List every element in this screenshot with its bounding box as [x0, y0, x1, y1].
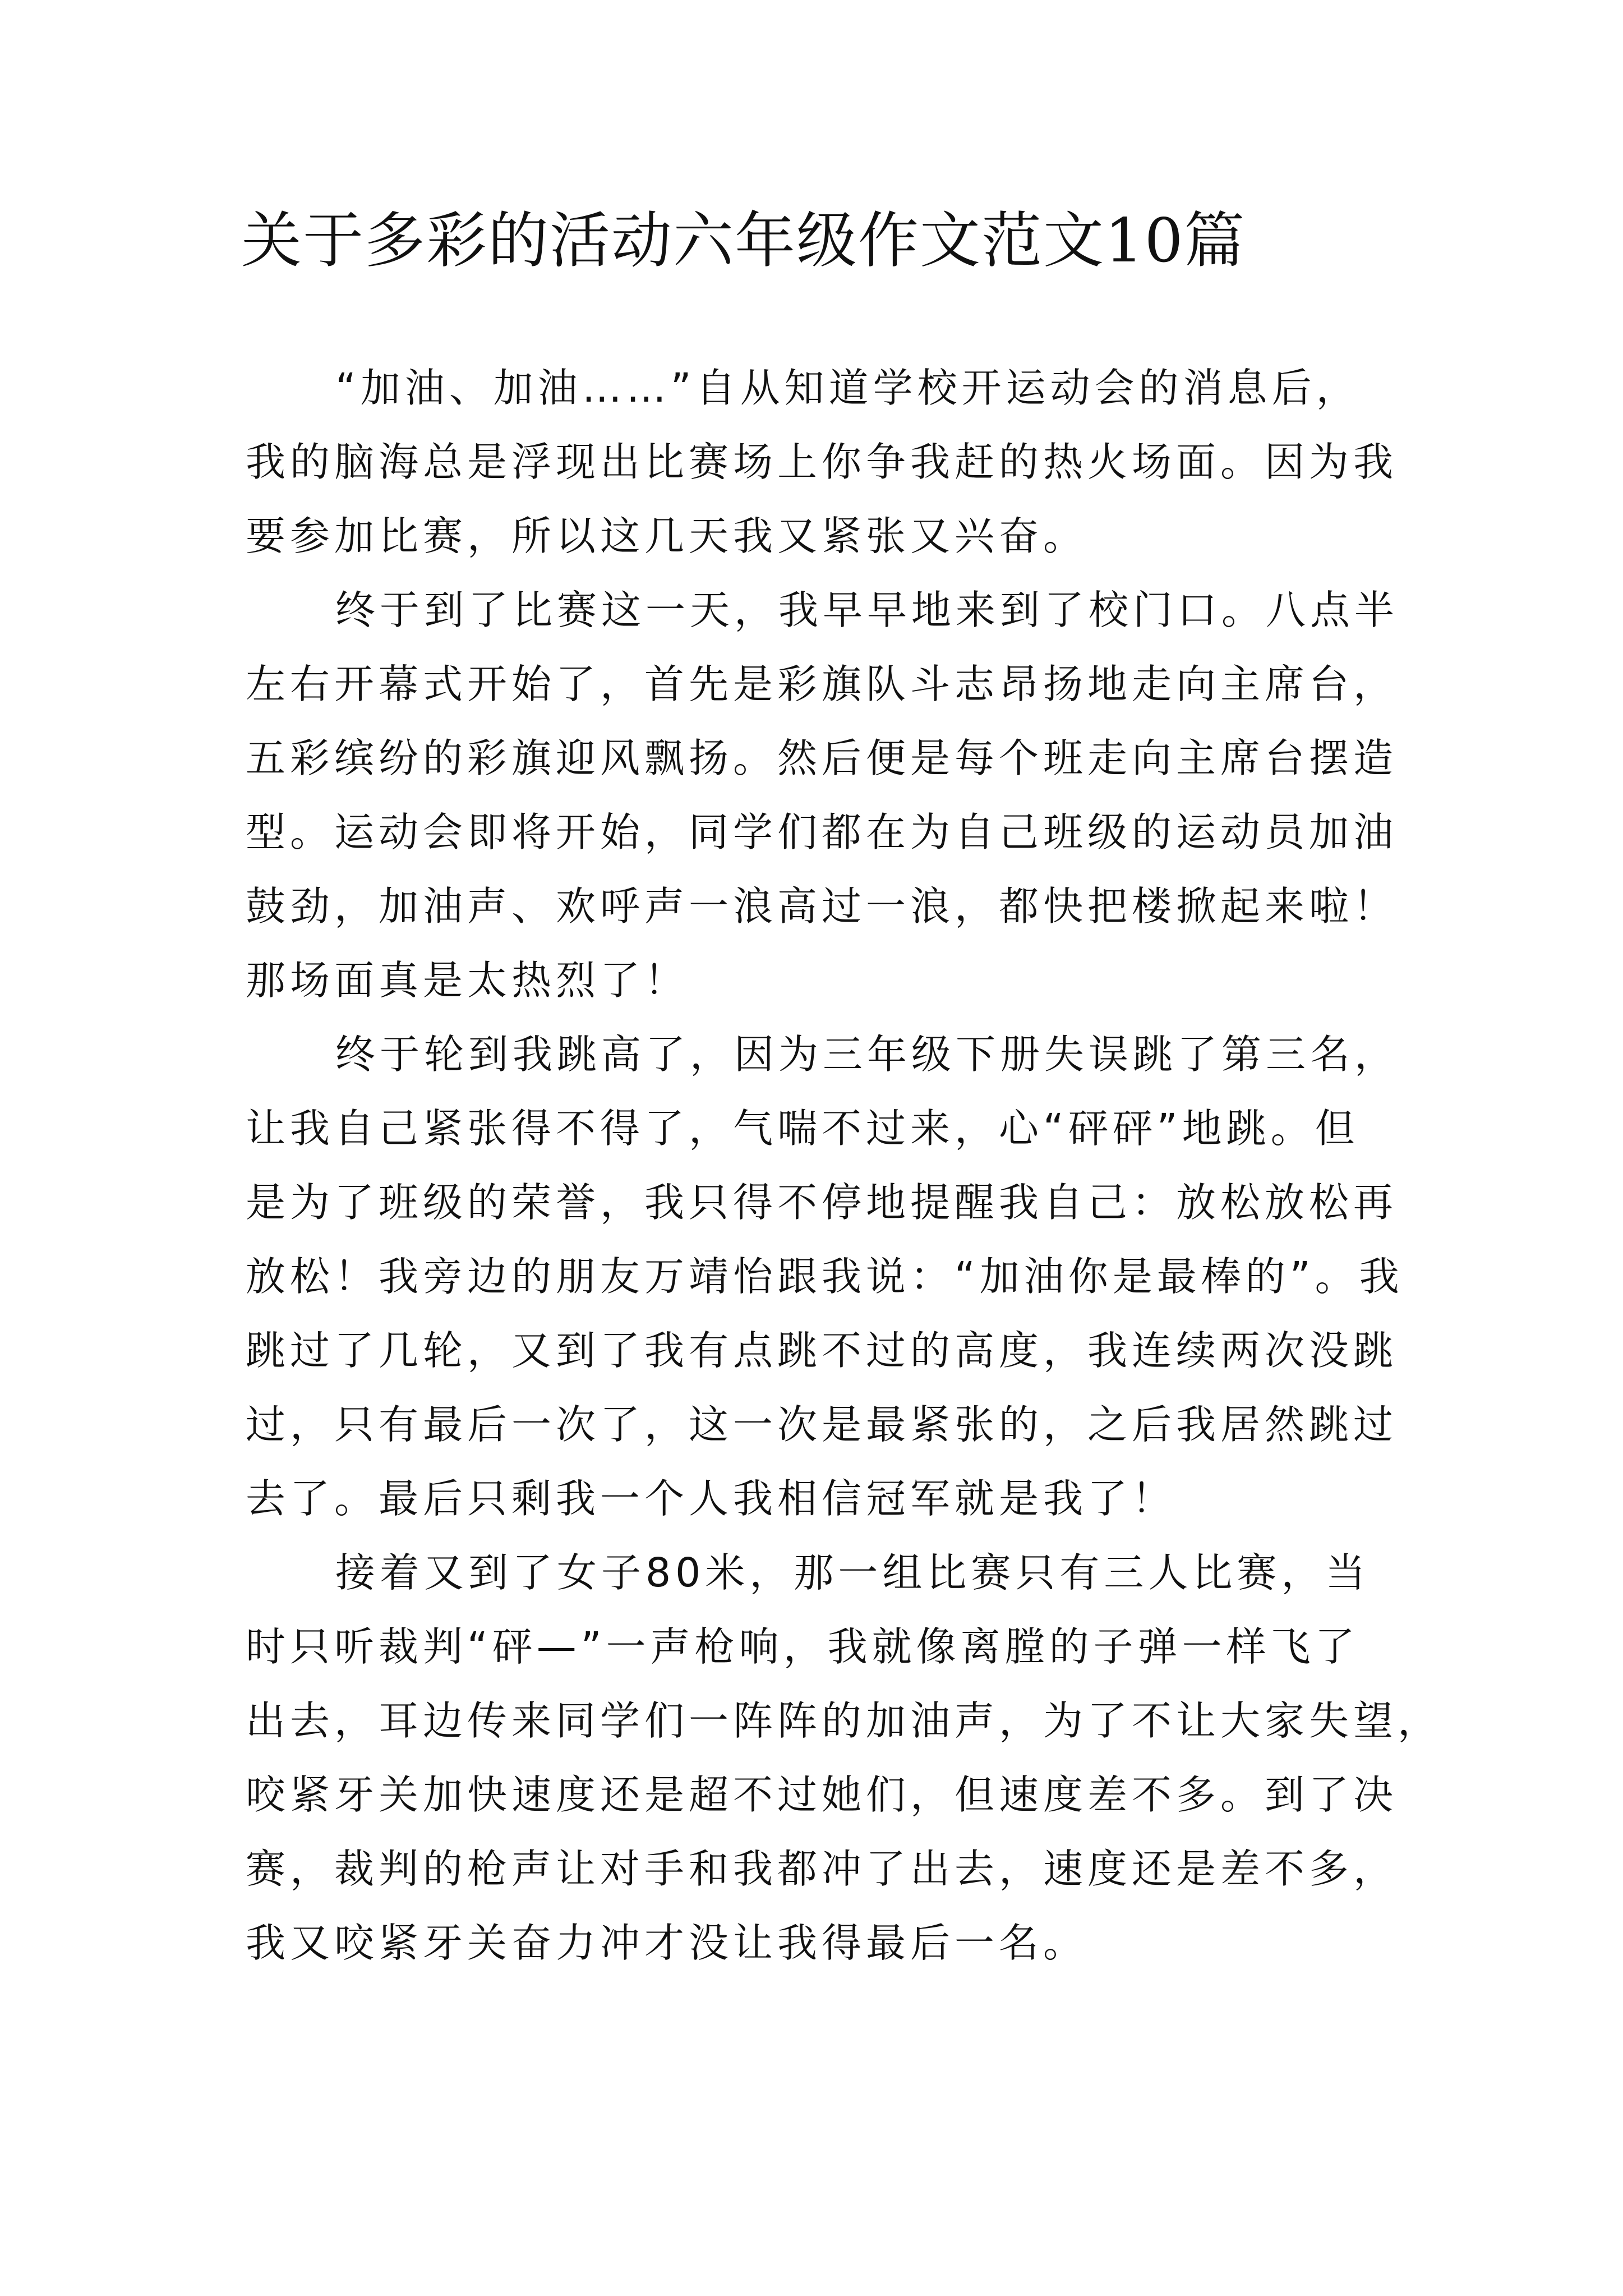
- document-body: [246, 351, 1442, 1980]
- paragraph-2: [246, 573, 1399, 1018]
- paragraph-line: 型。运动会即将开始，同学们都在为自己班级的运动员加油: [246, 809, 1398, 855]
- paragraph-line: 那场面真是太热烈了！: [246, 957, 689, 1004]
- paragraph-line: “加油、加油……”自从知道学校开运动会的消息后，: [335, 365, 1361, 411]
- paragraph-line: 五彩缤纷的彩旗迎风飘扬。然后便是每个班走向主席台摆造: [246, 735, 1398, 781]
- paragraph-line: 要参加比赛，所以这几天我又紧张又兴奋。: [246, 513, 1088, 559]
- paragraph-line: 左右开幕式开始了，首先是彩旗队斗志昂扬地走向主席台，: [246, 661, 1398, 707]
- paragraph-line: 跳过了几轮，又到了我有点跳不过的高度，我连续两次没跳: [246, 1327, 1398, 1374]
- paragraph-line: 赛，裁判的枪声让对手和我都冲了出去，速度还是差不多，: [246, 1846, 1398, 1892]
- paragraph-1: [246, 351, 1398, 573]
- paragraph-line: 过，只有最后一次了，这一次是最紧张的，之后我居然跳过: [246, 1401, 1398, 1448]
- paragraph-line: 终于轮到我跳高了，因为三年级下册失误跳了第三名，: [335, 1031, 1399, 1078]
- paragraph-line: 接着又到了女子80米，那一组比赛只有三人比赛，当: [335, 1549, 1370, 1596]
- paragraph-line: 我的脑海总是浮现出比赛场上你争我赶的热火场面。因为我: [246, 439, 1398, 485]
- paragraph-line: 去了。最后只剩我一个人我相信冠军就是我了！: [246, 1475, 1177, 1522]
- paragraph-3: [246, 1018, 1404, 1536]
- document-title: 关于多彩的活动六年级作文范文10篇: [241, 206, 1246, 276]
- paragraph-line: 出去，耳边传来同学们一阵阵的加油声，为了不让大家失望，: [246, 1697, 1442, 1744]
- paragraph-line: 鼓劲，加油声、欢呼声一浪高过一浪，都快把楼掀起来啦！: [246, 883, 1398, 930]
- paragraph-line: 时只听裁判“砰—”一声枪响，我就像离膛的子弹一样飞了: [246, 1623, 1359, 1670]
- paragraph-line: 放松！我旁边的朋友万靖怡跟我说：“加油你是最棒的”。我: [246, 1253, 1404, 1300]
- paragraph-line: 让我自己紧张得不得了，气喘不过来，心“砰砰”地跳。但: [246, 1105, 1359, 1152]
- paragraph-4: [246, 1536, 1442, 1980]
- paragraph-line: 终于到了比赛这一天，我早早地来到了校门口。八点半: [335, 587, 1399, 633]
- paragraph-line: 咬紧牙关加快速度还是超不过她们，但速度差不多。到了决: [246, 1772, 1398, 1818]
- paragraph-line: 我又咬紧牙关奋力冲才没让我得最后一名。: [246, 1920, 1088, 1966]
- paragraph-line: 是为了班级的荣誉，我只得不停地提醒我自己：放松放松再: [246, 1179, 1398, 1226]
